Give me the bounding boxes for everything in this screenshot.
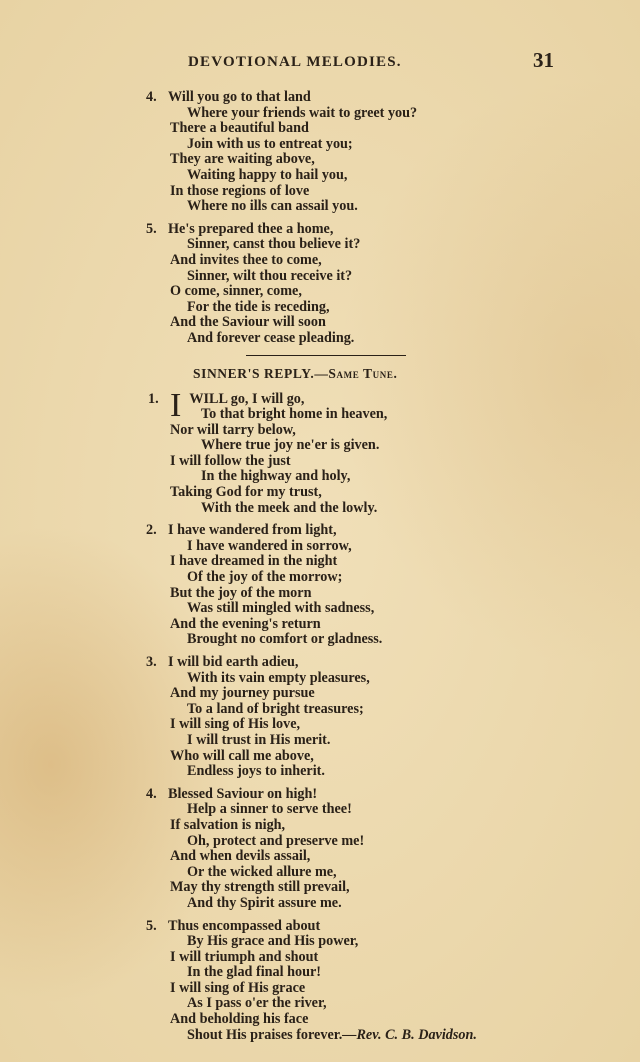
stanza-number: 4.	[146, 89, 157, 105]
verse-line: By His grace and His power,	[187, 933, 359, 950]
verse-line: And my journey pursue	[170, 685, 315, 702]
verse-line: For the tide is receding,	[187, 298, 330, 315]
verse-line: And the evening's return	[170, 615, 321, 632]
verse-line: Was still mingled with sadness,	[187, 600, 375, 617]
verse-line: I will sing of His love,	[170, 716, 301, 733]
drop-cap: I	[170, 386, 182, 424]
verse-line: May thy strength still prevail,	[170, 879, 350, 896]
verse-line: And when devils assail,	[170, 848, 311, 865]
verse-line: In the highway and holy,	[201, 468, 351, 485]
verse-line: And invites thee to come,	[170, 251, 322, 268]
verse-line-with-credit: Shout His praises forever.—Rev. C. B. Davidson.	[187, 1026, 477, 1043]
verse-line: To a land of bright treasures;	[187, 700, 364, 717]
reply-stanza-5	[0, 919, 640, 1044]
verse-line: To that bright home in heaven,	[201, 406, 388, 423]
verse-line: Or the wicked allure me,	[187, 863, 337, 880]
verse-line: As I pass o'er the river,	[187, 995, 327, 1012]
verse-line: Where true joy ne'er is given.	[201, 437, 380, 454]
verse-line: 1. I WILL go, I will go,	[148, 386, 305, 424]
verse-line: Endless joys to inherit.	[187, 763, 325, 780]
verse-line: Taking God for my trust,	[170, 484, 322, 501]
verse-line: And forever cease pleading.	[187, 329, 355, 346]
hymn-title-text: SINNER'S REPLY.	[193, 365, 315, 381]
section-divider	[246, 355, 406, 356]
verse-line: 5. Thus encompassed about	[146, 917, 321, 934]
verse-line: 2. I have wandered from light,	[146, 522, 337, 539]
verse-line: They are waiting above,	[170, 151, 315, 168]
reply-stanza-1	[0, 386, 640, 517]
verse-line: But the joy of the morn	[170, 584, 312, 601]
stanza-number: 4.	[146, 785, 157, 802]
reply-stanza-2	[0, 523, 640, 648]
verse-line: And the Saviour will soon	[170, 314, 326, 331]
verse-line: With the meek and the lowly.	[201, 499, 378, 516]
verse-line: Join with us to entreat you;	[187, 135, 353, 152]
verse-line: 4. Blessed Saviour on high!	[146, 785, 318, 802]
verse-line: With its vain empty pleasures,	[187, 669, 370, 686]
verse-line: If salvation is nigh,	[170, 816, 286, 833]
verse-line: Waiting happy to hail you,	[187, 166, 348, 183]
verse-line: And thy Spirit assure me.	[187, 894, 342, 911]
verse-line: O come, sinner, come,	[170, 283, 302, 300]
page-header	[0, 48, 640, 76]
verse-line: I will trust in His merit.	[187, 731, 331, 748]
verse-line: There a beautiful band	[170, 120, 309, 137]
verse-line: I have wandered in sorrow,	[187, 537, 352, 554]
verse-line: Where your friends wait to greet you?	[187, 104, 418, 121]
stanza-number: 1.	[148, 390, 159, 407]
verse-line: Oh, protect and preserve me!	[187, 832, 365, 849]
verse-line: Of the joy of the morrow;	[187, 569, 343, 586]
verse-line: I have dreamed in the night	[170, 553, 338, 570]
verse-line: Nor will tarry below,	[170, 421, 296, 438]
verse-line: I will follow the just	[170, 452, 291, 469]
reply-stanza-4	[0, 787, 640, 912]
tune-note: —Same Tune.	[314, 365, 398, 381]
verse-line: Who will call me above,	[170, 747, 314, 764]
verse-line: Brought no comfort or gladness.	[187, 631, 383, 648]
stanza-4	[0, 90, 640, 215]
verse-line: And beholding his face	[170, 1011, 309, 1028]
stanza-number: 5.	[146, 220, 157, 237]
stanza-number: 5.	[146, 917, 157, 934]
verse-line: 4. Will you go to that land	[146, 89, 311, 105]
hymn-title	[0, 366, 640, 382]
reply-stanza-3	[0, 655, 640, 780]
verse-line: In those regions of love	[170, 182, 310, 199]
running-title: DEVOTIONAL MELODIES.	[188, 54, 402, 70]
page-content	[0, 90, 640, 1050]
verse-line: I will triumph and shout	[170, 948, 319, 965]
page-number: 31	[533, 48, 554, 72]
verse-line: Where no ills can assail you.	[187, 198, 358, 215]
verse-line: 3. I will bid earth adieu,	[146, 654, 299, 670]
verse-line: I will sing of His grace	[170, 979, 306, 996]
verse-line: Help a sinner to serve thee!	[187, 801, 352, 818]
verse-line: 5. He's prepared thee a home,	[146, 220, 334, 237]
verse-line: Sinner, wilt thou receive it?	[187, 267, 353, 284]
author-credit: —Rev. C. B. Davidson.	[342, 1026, 477, 1043]
stanza-5	[0, 222, 640, 347]
stanza-number: 3.	[146, 654, 157, 670]
verse-line: Sinner, canst thou believe it?	[187, 236, 361, 253]
verse-line: In the glad final hour!	[187, 964, 322, 981]
stanza-number: 2.	[146, 522, 157, 539]
